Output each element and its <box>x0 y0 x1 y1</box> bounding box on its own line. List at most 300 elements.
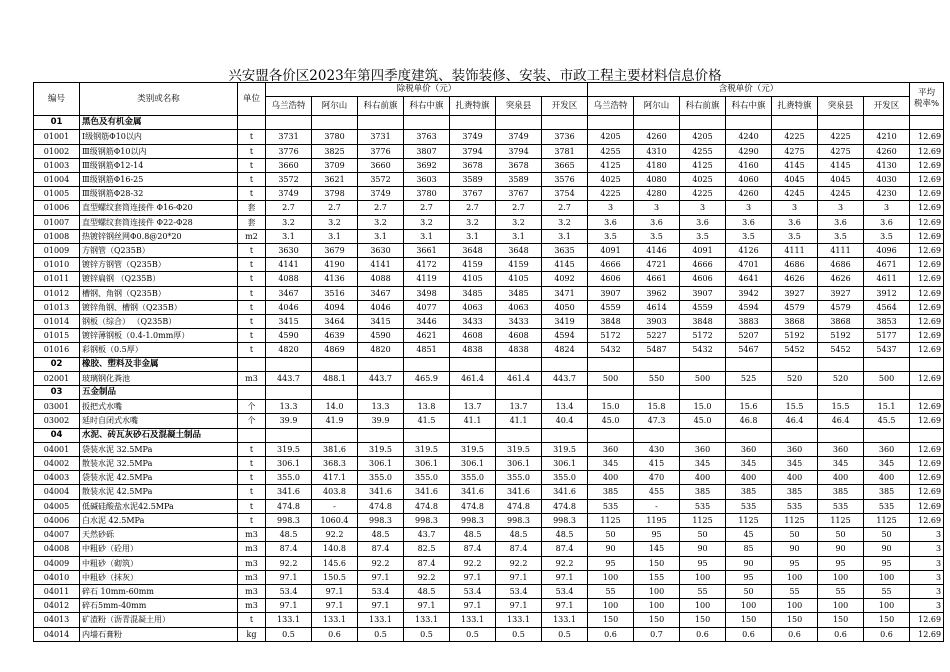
material-code: 04001 <box>34 442 80 456</box>
price-incl-tax: 400 <box>864 471 910 485</box>
table-row <box>34 215 944 229</box>
price-excl-tax: 998.3 <box>450 513 496 527</box>
price-incl-tax: 430 <box>634 442 680 456</box>
empty-cell <box>496 428 542 442</box>
price-incl-tax: 50 <box>818 528 864 542</box>
empty-cell <box>266 386 312 400</box>
avg-tax-rate: 12.69 <box>910 414 944 428</box>
price-incl-tax: 45.0 <box>680 414 726 428</box>
category-row <box>34 428 944 442</box>
price-excl-tax: 3731 <box>358 130 404 144</box>
price-excl-tax: 92.2 <box>496 556 542 570</box>
table-row <box>34 400 944 414</box>
price-incl-tax: 4661 <box>634 272 680 286</box>
price-incl-tax: 5207 <box>726 329 772 343</box>
material-unit: t <box>238 300 266 314</box>
empty-cell <box>542 116 588 130</box>
price-incl-tax: 100 <box>864 599 910 613</box>
price-incl-tax: 46.8 <box>726 414 772 428</box>
price-excl-tax: 355.0 <box>404 471 450 485</box>
price-excl-tax: 145.6 <box>312 556 358 570</box>
price-excl-tax: 4092 <box>542 272 588 286</box>
price-excl-tax: 48.5 <box>496 528 542 542</box>
price-excl-tax: 3736 <box>542 130 588 144</box>
price-excl-tax: 97.1 <box>358 599 404 613</box>
price-excl-tax: 92.2 <box>542 556 588 570</box>
price-incl-tax: 50 <box>772 528 818 542</box>
price-excl-tax: 4590 <box>358 329 404 343</box>
avg-tax-rate: 12.69 <box>910 400 944 414</box>
price-incl-tax: 4280 <box>634 187 680 201</box>
material-code: 04004 <box>34 485 80 499</box>
material-code: 04012 <box>34 599 80 613</box>
avg-tax-rate: 12.69 <box>910 130 944 144</box>
price-incl-tax: 4160 <box>726 158 772 172</box>
avg-tax-rate: 12.69 <box>910 442 944 456</box>
material-name: 镀锌角钢、槽钢（Q235B） <box>80 300 238 314</box>
empty-cell <box>496 357 542 371</box>
price-excl-tax: 998.3 <box>496 513 542 527</box>
price-excl-tax: 4639 <box>312 329 358 343</box>
price-incl-tax: 4260 <box>864 144 910 158</box>
price-incl-tax: 15.6 <box>726 400 772 414</box>
material-code: 01012 <box>34 286 80 300</box>
empty-cell <box>818 428 864 442</box>
material-code: 01009 <box>34 244 80 258</box>
price-incl-tax: 4045 <box>818 173 864 187</box>
empty-cell <box>864 428 910 442</box>
price-excl-tax: 53.4 <box>496 584 542 598</box>
price-excl-tax: 4119 <box>404 272 450 286</box>
price-incl-tax: 4614 <box>634 300 680 314</box>
avg-tax-rate: 12.69 <box>910 158 944 172</box>
price-excl-tax: 3.2 <box>542 215 588 229</box>
price-incl-tax: 4626 <box>772 272 818 286</box>
price-excl-tax: 3572 <box>266 173 312 187</box>
price-incl-tax: 3 <box>680 201 726 215</box>
price-incl-tax: 535 <box>772 499 818 513</box>
price-incl-tax: 4579 <box>772 300 818 314</box>
material-unit: t <box>238 343 266 357</box>
price-excl-tax: 40.4 <box>542 414 588 428</box>
price-excl-tax: 133.1 <box>496 613 542 627</box>
price-incl-tax: 90 <box>588 542 634 556</box>
price-excl-tax: 461.4 <box>496 371 542 385</box>
material-unit: m3 <box>238 599 266 613</box>
price-excl-tax: 403.8 <box>312 485 358 499</box>
price-incl-tax: 4126 <box>726 244 772 258</box>
material-name: 彩钢板（0.5厚） <box>80 343 238 357</box>
price-excl-tax: 14.0 <box>312 400 358 414</box>
price-incl-tax: 360 <box>588 442 634 456</box>
empty-cell <box>726 428 772 442</box>
price-excl-tax: 3516 <box>312 286 358 300</box>
empty-cell <box>818 357 864 371</box>
price-excl-tax: 133.1 <box>450 613 496 627</box>
material-name: 方钢管（Q235B） <box>80 244 238 258</box>
price-excl-tax: 97.1 <box>542 599 588 613</box>
table-row <box>34 315 944 329</box>
table-row <box>34 485 944 499</box>
price-incl-tax: 90 <box>726 556 772 570</box>
price-excl-tax: 41.1 <box>496 414 542 428</box>
price-incl-tax: 3 <box>588 201 634 215</box>
empty-cell <box>358 428 404 442</box>
price-excl-tax: 461.4 <box>450 371 496 385</box>
material-name: Ⅰ级钢筋Φ10以内 <box>80 130 238 144</box>
price-incl-tax: 4564 <box>864 300 910 314</box>
price-excl-tax: 3692 <box>404 158 450 172</box>
price-excl-tax: 3.1 <box>450 229 496 243</box>
price-incl-tax: 100 <box>634 599 680 613</box>
material-name: 钢板（综合） （Q235B） <box>80 315 238 329</box>
price-incl-tax: 0.6 <box>818 627 864 641</box>
material-code: 01010 <box>34 258 80 272</box>
price-incl-tax: 0.6 <box>772 627 818 641</box>
price-excl-tax: 41.1 <box>450 414 496 428</box>
price-excl-tax: 0.5 <box>404 627 450 641</box>
empty-cell <box>450 386 496 400</box>
price-incl-tax: 45 <box>726 528 772 542</box>
price-excl-tax: 0.5 <box>358 627 404 641</box>
price-incl-tax: 360 <box>864 442 910 456</box>
price-excl-tax: 3467 <box>358 286 404 300</box>
price-incl-tax: 150 <box>772 613 818 627</box>
price-excl-tax: 150.5 <box>312 570 358 584</box>
empty-cell <box>588 386 634 400</box>
material-code: 02001 <box>34 371 80 385</box>
material-unit: m3 <box>238 371 266 385</box>
avg-tax-rate: 12.69 <box>910 485 944 499</box>
price-incl-tax: 95 <box>680 556 726 570</box>
price-incl-tax: 4125 <box>680 158 726 172</box>
header-excl-group: 除税单价（元） <box>266 83 588 97</box>
price-excl-tax: 4077 <box>404 300 450 314</box>
price-excl-tax: 443.7 <box>358 371 404 385</box>
price-excl-tax: 3.1 <box>266 229 312 243</box>
empty-cell <box>312 428 358 442</box>
price-excl-tax: 97.1 <box>404 599 450 613</box>
price-excl-tax: 2.7 <box>312 201 358 215</box>
price-incl-tax: 3.6 <box>726 215 772 229</box>
header-region-incl: 扎赉特旗 <box>772 97 818 116</box>
price-incl-tax: 345 <box>818 457 864 471</box>
header-region-incl: 科右前旗 <box>680 97 726 116</box>
price-incl-tax: 3 <box>726 201 772 215</box>
empty-cell <box>772 116 818 130</box>
price-excl-tax: 2.7 <box>450 201 496 215</box>
price-excl-tax: 3807 <box>404 144 450 158</box>
material-code: 01013 <box>34 300 80 314</box>
price-excl-tax: 133.1 <box>542 613 588 627</box>
table-row <box>34 442 944 456</box>
header-avg-rate: 平均 税率% <box>910 83 944 116</box>
price-incl-tax: 90 <box>680 542 726 556</box>
price-incl-tax: 50 <box>588 528 634 542</box>
material-code: 04007 <box>34 528 80 542</box>
material-unit: t <box>238 499 266 513</box>
price-incl-tax: 385 <box>818 485 864 499</box>
page-title: 兴安盟各价区2023年第四季度建筑、装饰装修、安装、市政工程主要材料信息价格 <box>228 68 722 84</box>
category-name: 水泥、砖瓦灰砂石及混凝土制品 <box>80 428 238 442</box>
price-incl-tax: 4091 <box>680 244 726 258</box>
material-unit: 套 <box>238 201 266 215</box>
price-excl-tax: 13.7 <box>450 400 496 414</box>
price-incl-tax: 5487 <box>634 343 680 357</box>
material-name: 镀锌薄钢板（0.4-1.0mm厚） <box>80 329 238 343</box>
empty-cell <box>238 386 266 400</box>
price-incl-tax: 3 <box>864 201 910 215</box>
price-incl-tax: 360 <box>680 442 726 456</box>
price-incl-tax: 500 <box>864 371 910 385</box>
price-incl-tax: 535 <box>864 499 910 513</box>
price-excl-tax: 87.4 <box>542 542 588 556</box>
material-unit: t <box>238 244 266 258</box>
price-excl-tax: 3776 <box>358 144 404 158</box>
price-excl-tax: 3.2 <box>312 215 358 229</box>
price-incl-tax: 4666 <box>680 258 726 272</box>
price-excl-tax: 3.2 <box>496 215 542 229</box>
price-incl-tax: 15.8 <box>634 400 680 414</box>
avg-tax-rate: 12.69 <box>910 329 944 343</box>
material-name: 扳把式水嘴 <box>80 400 238 414</box>
price-incl-tax: 4701 <box>726 258 772 272</box>
price-incl-tax: 4310 <box>634 144 680 158</box>
price-incl-tax: 5452 <box>772 343 818 357</box>
price-excl-tax: 3576 <box>542 173 588 187</box>
price-incl-tax: 4205 <box>680 130 726 144</box>
category-code: 04 <box>34 428 80 442</box>
price-excl-tax: 53.4 <box>358 584 404 598</box>
material-unit: t <box>238 286 266 300</box>
price-incl-tax: 100 <box>680 570 726 584</box>
price-incl-tax: 47.3 <box>634 414 680 428</box>
price-incl-tax: 345 <box>680 457 726 471</box>
avg-tax-rate: 12.69 <box>910 244 944 258</box>
price-incl-tax: 5172 <box>588 329 634 343</box>
empty-cell <box>864 386 910 400</box>
price-excl-tax: 488.1 <box>312 371 358 385</box>
price-excl-tax: - <box>312 499 358 513</box>
price-incl-tax: 3883 <box>726 315 772 329</box>
price-excl-tax: 3665 <box>542 158 588 172</box>
price-incl-tax: 95 <box>634 528 680 542</box>
price-excl-tax: 998.3 <box>542 513 588 527</box>
price-incl-tax: 4210 <box>864 130 910 144</box>
price-excl-tax: 3464 <box>312 315 358 329</box>
table-row <box>34 343 944 357</box>
table-row <box>34 584 944 598</box>
price-excl-tax: 0.5 <box>496 627 542 641</box>
price-excl-tax: 4838 <box>450 343 496 357</box>
price-incl-tax: 4260 <box>634 130 680 144</box>
price-incl-tax: 4111 <box>818 244 864 258</box>
price-excl-tax: 3498 <box>404 286 450 300</box>
material-name: Ⅲ级钢筋Φ10以内 <box>80 144 238 158</box>
material-unit: t <box>238 329 266 343</box>
price-excl-tax: 13.8 <box>404 400 450 414</box>
price-excl-tax: 97.1 <box>496 599 542 613</box>
price-incl-tax: 4096 <box>864 244 910 258</box>
price-excl-tax: 4088 <box>358 272 404 286</box>
price-incl-tax: 100 <box>588 570 634 584</box>
table-row <box>34 627 944 641</box>
material-name: 低碱硅酸盐水泥42.5MPa <box>80 499 238 513</box>
price-excl-tax: 355.0 <box>542 471 588 485</box>
price-incl-tax: 4225 <box>588 187 634 201</box>
header-region-excl: 乌兰浩特 <box>266 97 312 116</box>
price-excl-tax: 13.3 <box>266 400 312 414</box>
price-incl-tax: 1125 <box>726 513 772 527</box>
price-excl-tax: 3485 <box>496 286 542 300</box>
avg-tax-rate: 12.69 <box>910 343 944 357</box>
price-incl-tax: 4125 <box>588 158 634 172</box>
price-incl-tax: 5437 <box>864 343 910 357</box>
header-code: 编号 <box>34 83 80 116</box>
price-incl-tax: 385 <box>864 485 910 499</box>
empty-cell <box>496 116 542 130</box>
empty-cell <box>238 116 266 130</box>
price-incl-tax: 5432 <box>588 343 634 357</box>
price-excl-tax: 48.5 <box>358 528 404 542</box>
price-incl-tax: 3.6 <box>772 215 818 229</box>
price-incl-tax: 3.5 <box>588 229 634 243</box>
price-excl-tax: 92.2 <box>358 556 404 570</box>
price-excl-tax: 341.6 <box>358 485 404 499</box>
material-code: 03001 <box>34 400 80 414</box>
empty-cell <box>312 357 358 371</box>
price-excl-tax: 474.8 <box>450 499 496 513</box>
price-excl-tax: 4063 <box>450 300 496 314</box>
price-incl-tax: 90 <box>864 542 910 556</box>
material-name: 散装水泥 42.5MPa <box>80 485 238 499</box>
price-incl-tax: 3.5 <box>864 229 910 243</box>
material-unit: m2 <box>238 229 266 243</box>
price-excl-tax: 3794 <box>450 144 496 158</box>
empty-cell <box>910 116 944 130</box>
price-excl-tax: 97.1 <box>450 570 496 584</box>
empty-cell <box>588 357 634 371</box>
price-incl-tax: 400 <box>772 471 818 485</box>
price-excl-tax: 2.7 <box>542 201 588 215</box>
price-incl-tax: 360 <box>818 442 864 456</box>
header-region-excl: 科右中旗 <box>404 97 450 116</box>
material-code: 01003 <box>34 158 80 172</box>
price-incl-tax: 400 <box>726 471 772 485</box>
empty-cell <box>358 357 404 371</box>
material-unit: t <box>238 187 266 201</box>
empty-cell <box>864 357 910 371</box>
price-excl-tax: 474.8 <box>542 499 588 513</box>
empty-cell <box>910 357 944 371</box>
material-code: 04002 <box>34 457 80 471</box>
price-incl-tax: 3.5 <box>680 229 726 243</box>
price-excl-tax: 1060.4 <box>312 513 358 527</box>
price-excl-tax: 48.5 <box>404 584 450 598</box>
material-name: 镀锌方钢管（Q235B） <box>80 258 238 272</box>
material-code: 04010 <box>34 570 80 584</box>
price-excl-tax: 3661 <box>404 244 450 258</box>
price-excl-tax: 3781 <box>542 144 588 158</box>
header-region-excl: 阿尔山 <box>312 97 358 116</box>
material-code: 01011 <box>34 272 80 286</box>
price-excl-tax: 3825 <box>312 144 358 158</box>
price-excl-tax: 4172 <box>404 258 450 272</box>
price-incl-tax: 145 <box>634 542 680 556</box>
header-region-excl: 科右前旗 <box>358 97 404 116</box>
price-excl-tax: 13.3 <box>358 400 404 414</box>
header-region-incl: 突泉县 <box>818 97 864 116</box>
price-incl-tax: 1125 <box>864 513 910 527</box>
price-excl-tax: 306.1 <box>266 457 312 471</box>
price-incl-tax: 4275 <box>772 144 818 158</box>
table-row <box>34 513 944 527</box>
avg-tax-rate: 3 <box>910 584 944 598</box>
table-row <box>34 471 944 485</box>
price-incl-tax: 385 <box>680 485 726 499</box>
price-incl-tax: 400 <box>680 471 726 485</box>
price-excl-tax: 97.1 <box>450 599 496 613</box>
empty-cell <box>588 116 634 130</box>
price-incl-tax: 4606 <box>680 272 726 286</box>
price-incl-tax: 4180 <box>634 158 680 172</box>
avg-tax-rate: 12.69 <box>910 272 944 286</box>
price-incl-tax: 4559 <box>588 300 634 314</box>
empty-cell <box>864 116 910 130</box>
price-excl-tax: 97.1 <box>266 570 312 584</box>
price-excl-tax: 87.4 <box>404 556 450 570</box>
price-excl-tax: 443.7 <box>266 371 312 385</box>
price-incl-tax: 345 <box>726 457 772 471</box>
price-excl-tax: 319.5 <box>266 442 312 456</box>
table-row <box>34 286 944 300</box>
empty-cell <box>266 116 312 130</box>
empty-cell <box>312 386 358 400</box>
material-name: 热镀锌钢丝网Φ0.8@20*20 <box>80 229 238 243</box>
price-incl-tax: 4641 <box>726 272 772 286</box>
price-excl-tax: 4136 <box>312 272 358 286</box>
price-excl-tax: 3763 <box>404 130 450 144</box>
avg-tax-rate: 12.69 <box>910 513 944 527</box>
material-unit: m3 <box>238 584 266 598</box>
price-incl-tax: 4255 <box>588 144 634 158</box>
price-excl-tax: 4105 <box>496 272 542 286</box>
price-incl-tax: 100 <box>726 599 772 613</box>
price-incl-tax: 100 <box>772 599 818 613</box>
price-incl-tax: 4025 <box>680 173 726 187</box>
price-incl-tax: 345 <box>588 457 634 471</box>
price-incl-tax: 100 <box>634 584 680 598</box>
price-incl-tax: 520 <box>772 371 818 385</box>
price-excl-tax: 3780 <box>404 187 450 201</box>
price-incl-tax: 3.5 <box>818 229 864 243</box>
price-excl-tax: 341.6 <box>542 485 588 499</box>
price-excl-tax: 13.7 <box>496 400 542 414</box>
price-incl-tax: 3.6 <box>588 215 634 229</box>
empty-cell <box>404 386 450 400</box>
price-incl-tax: 100 <box>772 570 818 584</box>
price-excl-tax: 0.5 <box>266 627 312 641</box>
material-name: 中粗砂（抹灰） <box>80 570 238 584</box>
price-incl-tax: 3.5 <box>634 229 680 243</box>
price-excl-tax: 3630 <box>266 244 312 258</box>
table-row <box>34 158 944 172</box>
price-excl-tax: 3767 <box>450 187 496 201</box>
price-incl-tax: 85 <box>726 542 772 556</box>
price-excl-tax: 3419 <box>542 315 588 329</box>
price-incl-tax: 15.1 <box>864 400 910 414</box>
price-incl-tax: 4626 <box>818 272 864 286</box>
